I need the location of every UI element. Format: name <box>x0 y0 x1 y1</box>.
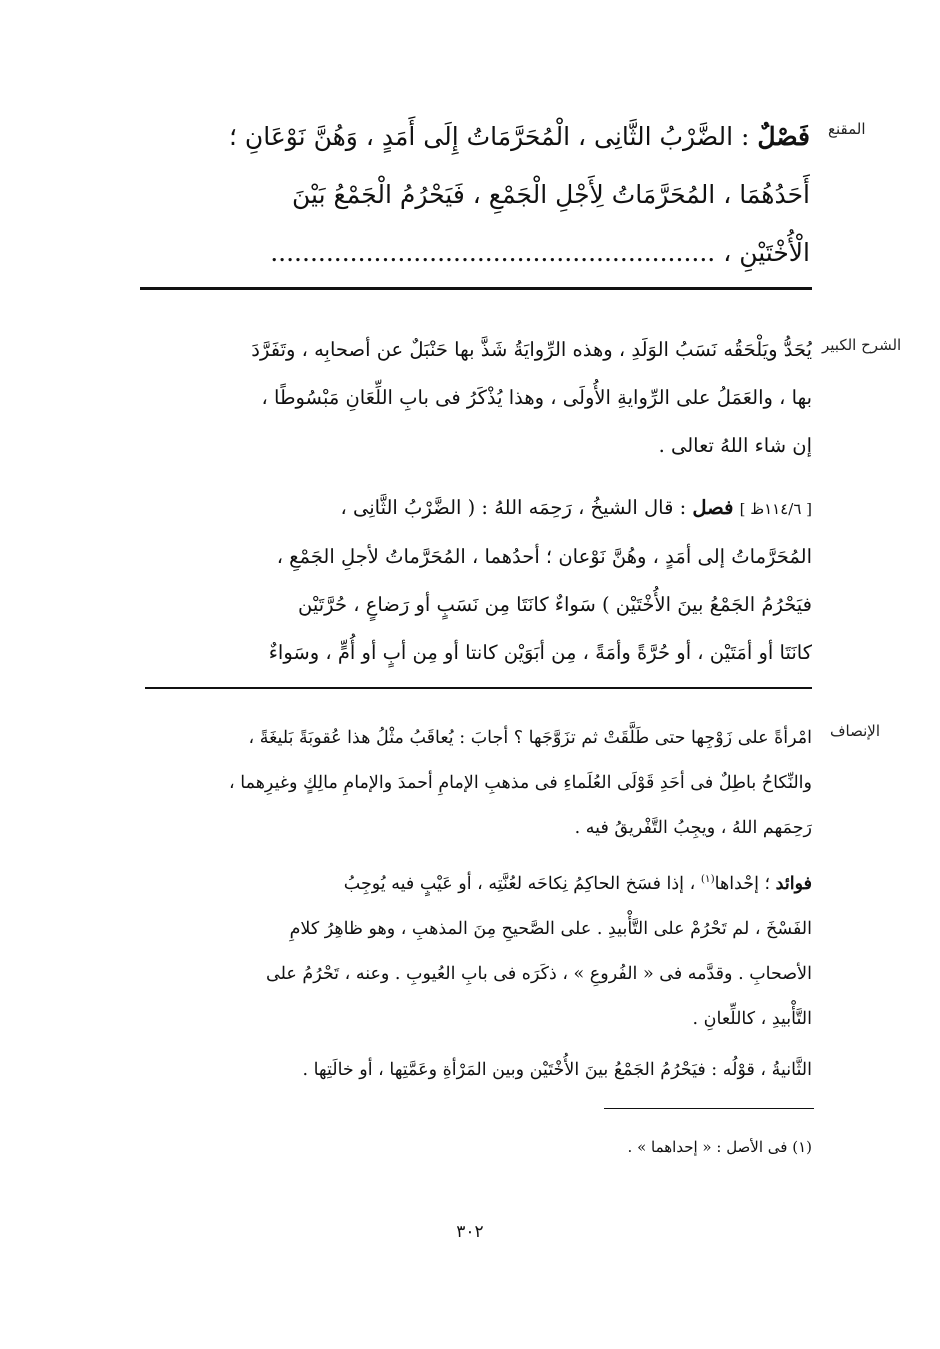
insaf-p1-line-2: والنِّكاحُ باطِلٌ فى أحَدِ قَوْلَى العُلَماءِ فى مذهبِ الإمامِ أحمدَ والإمامِ مالِكٍ وغيرِهما ، <box>229 773 812 793</box>
sharh-p2-line-1 <box>136 484 812 533</box>
sharh-p2-line-3: فيَحْرُمُ الجَمْعُ بينَ الأُخْتَيْن ) سَواءٌ كانَتَا مِن نَسَبٍ أو رَضاعٍ ، حُرَّتَيْن <box>298 593 812 616</box>
muqni-line-1-text: : الضَّرْبُ الثَّانِى ، الْمُحَرَّمَاتُ إِلَى أَمَدٍ ، وَهُنَّ نَوْعَانِ ؛ <box>228 122 750 151</box>
sharh-p2-line-2: المُحَرَّماتُ إلى أمَدٍ ، وهُنَّ نَوْعان ؛ أحدُهما ، المُحَرَّماتُ لأجلِ الجَمْعِ ، <box>276 545 812 568</box>
insaf-p2-line-1 <box>140 857 812 907</box>
divider-thick <box>140 287 812 290</box>
sharh-heading: فصل <box>692 496 734 519</box>
section-label-insaf: الإنصاف <box>830 722 881 740</box>
section-label-sharh: الشرح الكبير <box>822 336 902 354</box>
sharh-p1-line-3: إن شاء اللهُ تعالى . <box>658 434 812 457</box>
insaf-p2-line-4: التَّأْبيدِ ، كاللِّعانِ . <box>692 1008 812 1029</box>
muqni-line-1 <box>138 108 810 166</box>
insaf-text <box>140 716 812 1093</box>
muqni-dots: ........................................................ <box>270 238 716 267</box>
muqni-text <box>138 108 810 282</box>
muqni-line-3-text: الْأُخْتَيْنِ ، <box>723 238 810 267</box>
muqni-line-2: أَحَدُهُمَا ، المُحَرَّمَاتُ لِأَجْلِ الْجَمْعِ ، فَيَحْرُمُ الْجَمْعُ بَيْنَ <box>292 180 810 209</box>
footnote-marker: (١) <box>700 873 715 885</box>
sharh-ref: [ ١١٤/٦ظ ] <box>739 500 812 518</box>
section-label-muqni: المقنع <box>828 120 866 138</box>
sharh-p2-line-1-text: : قال الشيخُ ، رَحِمَه اللهُ : ( الضَّرْبُ الثَّانِى ، <box>340 496 687 519</box>
insaf-p2-line-1-b: ، إذا فسَخ الحاكِمُ نِكاحَه لعُنَّتِه ، أو عَيْبٍ فيه يُوجِبُ <box>343 873 696 894</box>
insaf-p2-line-3: الأصحابِ . وقدَّمه فى « الفُروعِ » ، ذكَرَه فى بابِ العُيوبِ . وعنه ، تَحْرُمُ على <box>266 963 812 984</box>
insaf-p2-line-1-a: ؛ إحْداها <box>714 873 771 894</box>
divider-middle <box>145 687 812 689</box>
footnote-divider <box>604 1108 814 1109</box>
insaf-p3-line-1: الثَّانيةُ ، قوْلُه : فيَحْرُمُ الجَمْعُ بينَ الأُخْتَيْن وبين المَرْأةِ وعَمَّتِها ، أو خالَتِها . <box>302 1059 812 1080</box>
sharh-p2-line-4: كانَتَا أو أمَتَيْن ، أو حُرَّةً وأمَةً ، مِن أبَوَيْن كانتا أو مِن أبٍ أو أُمٍّ ، وسَواءٌ <box>268 641 812 664</box>
sharh-p1-line-2: بها ، والعَمَلُ على الرِّوايةِ الأُولَى ، وهذا يُذْكَرُ فى بابِ اللِّعَانِ مَبْسُوطًا ، <box>261 386 812 409</box>
insaf-p1-line-3: رَحِمَهم اللهُ ، ويجِبُ التَّفْريقُ فيه . <box>574 818 812 838</box>
muqni-line-3 <box>138 224 810 282</box>
page-number: ٣٠٢ <box>456 1222 484 1242</box>
sharh-p1-line-1: يُحَدُّ ويَلْحَقُه نَسَبُ الوَلَدِ ، وهذه الرِّوايَةُ شَذَّ بها حَنْبَلٌ عن أصحابِه ، وتَفَرَّدَ <box>251 338 812 361</box>
muqni-heading: فَصْلٌ <box>757 122 810 151</box>
footnote: (١) فى الأصل : « إحداهما » . <box>627 1138 812 1156</box>
sharh-text <box>136 326 812 677</box>
insaf-heading: فوائد <box>775 873 812 894</box>
insaf-p1-line-1: امْرأةً على زَوْجِها حتى طَلَّقَتْ ثم تزَوَّجَها ؟ أجابَ : يُعاقَبُ مثْلُ هذا عُقوبَةً بَليغَةً ، <box>248 728 812 748</box>
insaf-p2-line-2: الفَسْخَ ، لم تَحْرُمْ على التَّأْبيدِ . على الصَّحيحِ مِنَ المذهبِ ، وهو ظاهِرُ كلامِ <box>289 918 812 939</box>
